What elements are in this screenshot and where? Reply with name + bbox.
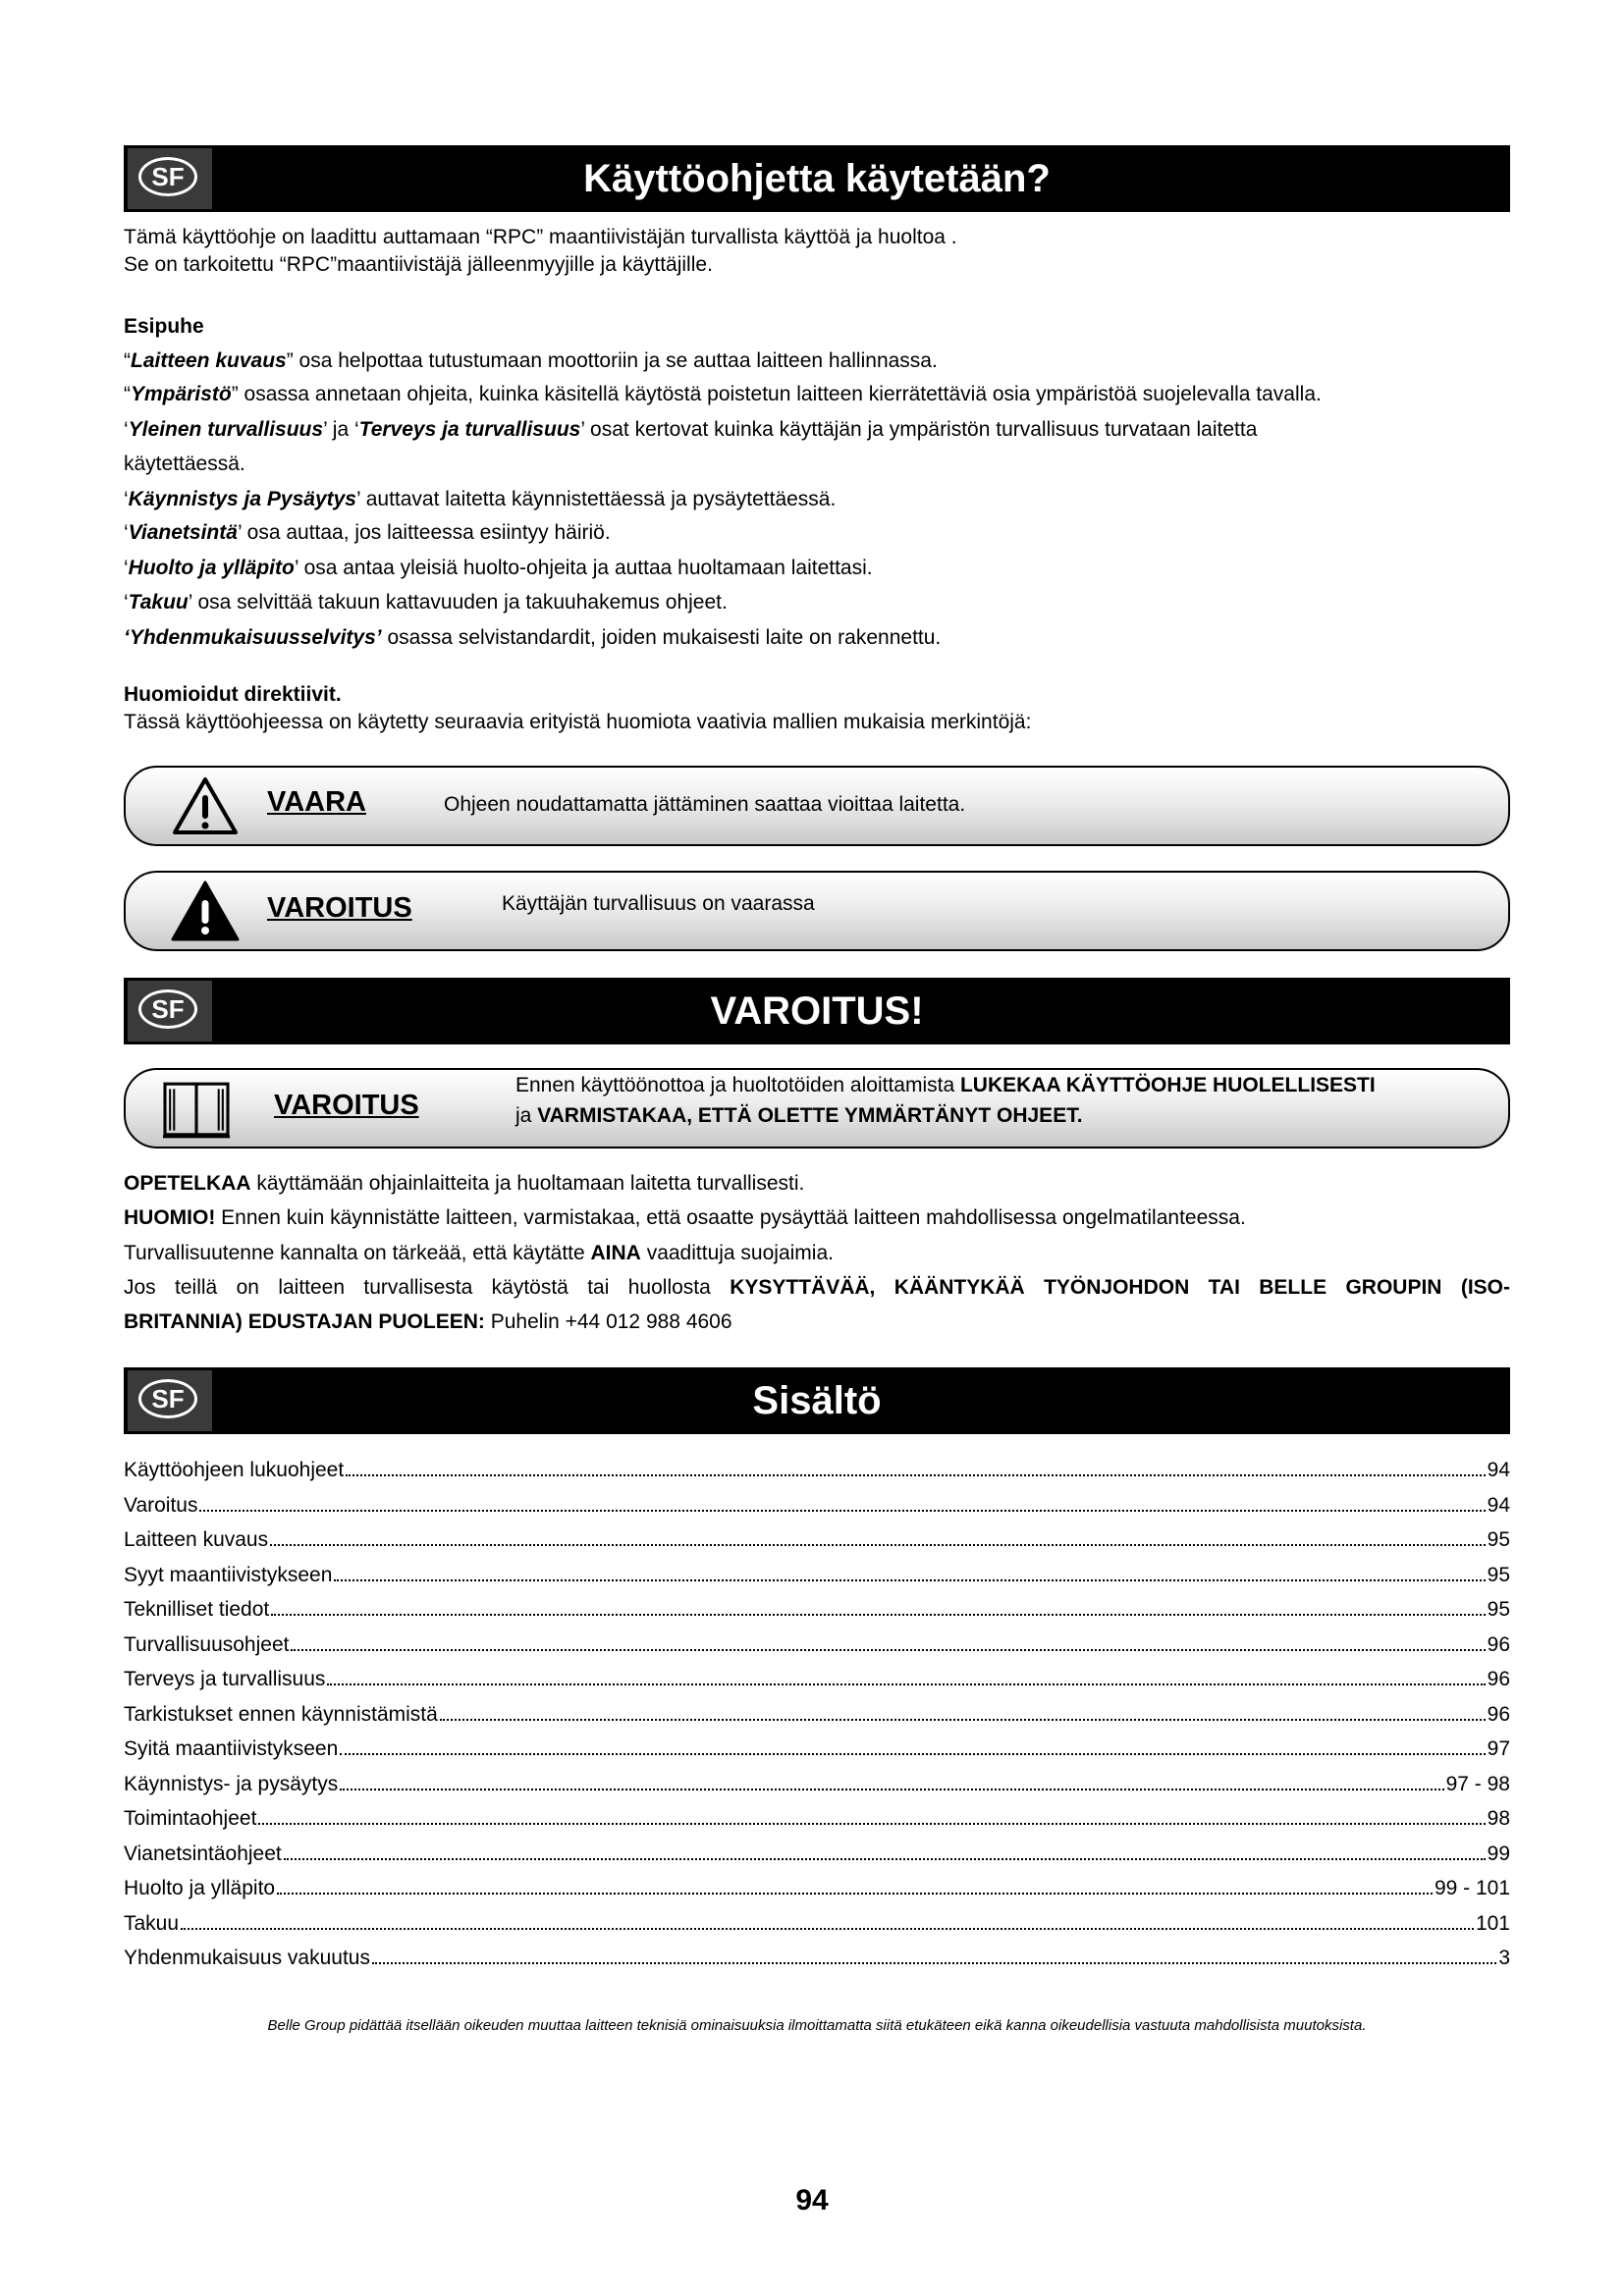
safety-line: Turvallisuutenne kannalta on tärkeää, että käytätte AINA vaadittuja suojaimia. bbox=[124, 1242, 834, 1264]
preface-line: “Ympäristö” osassa annetaan ohjeita, kuinka käsitellä käytöstä poistetun laitteen kierrätettäviä osia ympäristöä suojelevalla tavalla. bbox=[124, 383, 1322, 405]
warning-outline-icon bbox=[171, 775, 240, 836]
preface-line: ‘Takuu’ osa selvittää takuun kattavuuden ja takuuhakemus ohjeet. bbox=[124, 591, 728, 614]
manual-notice bbox=[124, 1068, 1510, 1148]
toc-entry: Terveys ja turvallisuus 96 bbox=[124, 1668, 1510, 1690]
safety-line: HUOMIO! Ennen kuin käynnistätte laitteen, varmistakaa, että osaatte pysäyttää laitteen mahdollisessa ongelmatilanteessa. bbox=[124, 1206, 1246, 1229]
banner-title: Sisältö bbox=[752, 1379, 882, 1422]
warning-filled-icon bbox=[171, 881, 240, 941]
section-banner bbox=[124, 145, 1510, 212]
toc-entry: Takuu 101 bbox=[124, 1911, 1510, 1935]
preface-line: ‘Huolto ja ylläpito’ osa antaa yleisiä huolto-ohjeita ja auttaa huoltamaan laitettasi. bbox=[124, 557, 873, 579]
preface-line: ‘Käynnistys ja Pysäytys’ auttavat laitetta käynnistettäessä ja pysäytettäessä. bbox=[124, 488, 837, 510]
toc-entry: Käyttöohjeen lukuohjeet 94 bbox=[124, 1459, 1510, 1481]
legal-footer: Belle Group pidättää itsellään oikeuden muuttaa laitteen teknisiä ominaisuuksia ilmoittamatta siitä etukäteen eikä kanna oikeudellisia vastuuta mahdollisista muutoksista. bbox=[267, 2017, 1367, 2034]
notice-text: Ennen käyttöönottoa ja huoltotöiden aloittamista LUKEKAA KÄYTTÖOHJE HUOLELLISESTI bbox=[515, 1074, 1376, 1096]
danger-notice bbox=[124, 766, 1510, 846]
section-banner bbox=[124, 978, 1510, 1044]
safety-line: BRITANNIA) EDUSTAJAN PUOLEEN: Puhelin +44 012 988 4606 bbox=[124, 1310, 732, 1333]
book-icon bbox=[155, 1078, 238, 1141]
language-badge-label: SF bbox=[138, 157, 197, 196]
toc-entry: Syitä maantiivistykseen 97 bbox=[124, 1737, 1510, 1760]
notice-label: VAROITUS bbox=[274, 1090, 419, 1121]
preface-line: ‘Yleinen turvallisuus’ ja ‘Terveys ja turvallisuus’ osat kertovat kuinka käyttäjän ja ympäristön turvallisuus turvataan laitetta bbox=[124, 418, 1258, 441]
section-banner bbox=[124, 1367, 1510, 1434]
language-badge-label: SF bbox=[138, 989, 197, 1029]
intro-line: Se on tarkoitettu “RPC”maantiivistäjä jälleenmyyjille ja käyttäjille. bbox=[124, 253, 713, 276]
notice-text: Käyttäjän turvallisuus on vaarassa bbox=[502, 892, 815, 915]
toc-entry: Laitteen kuvaus 95 bbox=[124, 1528, 1510, 1551]
notice-text: Ohjeen noudattamatta jättäminen saattaa vioittaa laitetta. bbox=[444, 793, 966, 816]
toc-entry: Käynnistys- ja pysäytys 97 - 98 bbox=[124, 1772, 1510, 1795]
notice-label: VAARA bbox=[267, 786, 366, 818]
toc-entry: Vianetsintäohjeet 99 bbox=[124, 1842, 1510, 1865]
safety-line: Jos teillä on laitteen turvallisesta käytöstä tai huollosta KYSYTTÄVÄÄ, KÄÄNTYKÄÄ TYÖNJOHDON TAI BELLE GROUPIN (ISO- bbox=[124, 1276, 1510, 1299]
directives-heading: Huomioidut direktiivit. bbox=[124, 683, 342, 706]
toc-entry: Tarkistukset ennen käynnistämistä 96 bbox=[124, 1702, 1510, 1726]
preface-line: ‘Vianetsintä’ osa auttaa, jos laitteessa esiintyy häiriö. bbox=[124, 521, 611, 544]
toc-entry: Turvallisuusohjeet 96 bbox=[124, 1632, 1510, 1656]
language-badge-label: SF bbox=[138, 1379, 197, 1418]
warning-notice bbox=[124, 871, 1510, 951]
toc-entry: Syyt maantiivistykseen 95 bbox=[124, 1563, 1510, 1586]
page-number: 94 bbox=[795, 2184, 829, 2216]
preface-heading: Esipuhe bbox=[124, 315, 204, 338]
intro-line: Tämä käyttöohje on laadittu auttamaan “RPC” maantiivistäjän turvallista käyttöä ja huoltoa . bbox=[124, 226, 957, 248]
banner-title: VAROITUS! bbox=[710, 989, 924, 1033]
toc-entry: Teknilliset tiedot 95 bbox=[124, 1598, 1510, 1621]
directives-text: Tässä käyttöohjeessa on käytetty seuraavia erityistä huomiota vaativia mallien mukaisia merkintöjä: bbox=[124, 711, 1032, 733]
safety-line: OPETELKAA käyttämään ohjainlaitteita ja huoltamaan laitetta turvallisesti. bbox=[124, 1172, 805, 1195]
toc-entry: Yhdenmukaisuus vakuutus 3 bbox=[124, 1947, 1510, 1969]
toc-entry: Varoitus 94 bbox=[124, 1493, 1510, 1517]
preface-line: “Laitteen kuvaus” osa helpottaa tutustumaan moottoriin ja se auttaa laitteen hallinnassa. bbox=[124, 349, 938, 372]
preface-line: käytettäessä. bbox=[124, 453, 245, 475]
banner-title: Käyttöohjetta käytetään? bbox=[583, 157, 1051, 200]
notice-label: VAROITUS bbox=[267, 892, 412, 924]
preface-line: ‘Yhdenmukaisuusselvitys’ osassa selvistandardit, joiden mukaisesti laite on rakennettu. bbox=[124, 626, 942, 649]
notice-text: ja VARMISTAKAA, ETTÄ OLETTE YMMÄRTÄNYT OHJEET. bbox=[515, 1104, 1083, 1127]
toc-entry: Huolto ja ylläpito 99 - 101 bbox=[124, 1877, 1510, 1899]
toc-entry: Toimintaohjeet 98 bbox=[124, 1807, 1510, 1830]
